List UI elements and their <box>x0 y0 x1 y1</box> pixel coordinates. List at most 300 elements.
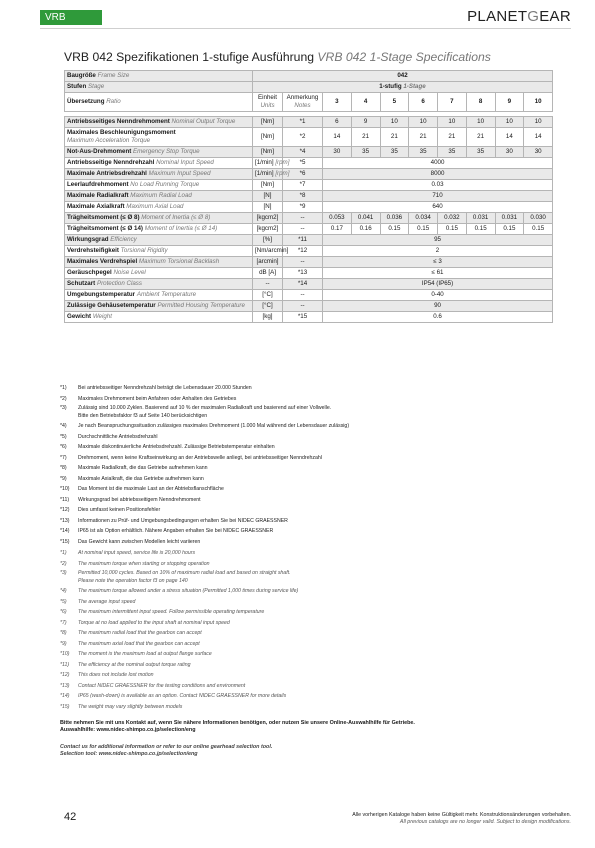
row-unit: [Nm] <box>253 128 283 147</box>
row-unit: [Nm/arcmin] <box>253 246 283 257</box>
table-row <box>65 128 553 147</box>
footnote-de-item <box>60 463 560 474</box>
footnote-de-number: *3) <box>60 405 67 411</box>
row-label-en: Emergency Stop Torque <box>133 148 200 155</box>
table-row <box>65 147 553 158</box>
row-note: *15 <box>283 312 323 323</box>
row-label <box>65 224 253 235</box>
specification-table <box>64 70 553 323</box>
row-value: 9 <box>351 117 380 128</box>
footnote-de-number: *5) <box>60 433 67 440</box>
brand-logo <box>467 8 571 25</box>
row-value: 21 <box>466 128 495 147</box>
row-value: 710 <box>323 191 553 202</box>
ratio-value: 10 <box>524 93 553 112</box>
row-value: 30 <box>323 147 352 158</box>
row-unit: [kg] <box>253 312 283 323</box>
footnote-de-item <box>60 404 560 421</box>
ratio-label-de: Übersetzung <box>67 98 105 105</box>
ratio-value: 8 <box>466 93 495 112</box>
row-label <box>65 312 253 323</box>
unit-header-de: Einheit <box>258 94 277 101</box>
row-value: 35 <box>351 147 380 158</box>
table-row <box>65 202 553 213</box>
row-unit: [Nm] <box>253 147 283 158</box>
row-value: 21 <box>409 128 438 147</box>
row-label-en: Noise Level <box>113 269 146 276</box>
footnote-en-item <box>60 691 560 702</box>
row-label-de: Trägheitsmoment (≤ Ø 14) <box>67 225 143 232</box>
ratio-value: 5 <box>380 93 409 112</box>
row-note: -- <box>283 213 323 224</box>
contact-de <box>60 720 415 734</box>
row-label <box>65 202 253 213</box>
row-label-de: Gewicht <box>67 313 92 320</box>
footnote-de-text: Dies umfasst keinen Positionsfehler <box>78 507 161 513</box>
row-label <box>65 180 253 191</box>
unit-header <box>253 93 283 112</box>
title-en: VRB 042 1-Stage Specifications <box>317 50 491 64</box>
contact-de-line1: Bitte nehmen Sie mit uns Kontakt auf, wenn Sie nähere Informationen benötigen, oder nutzen Sie unsere Online-Auswahlhilfe für Getriebe. <box>60 720 415 726</box>
footnote-en-text: The maximum axial load that the gearbox can accept <box>78 640 200 647</box>
footnote-en-text: IP65 (wash-down) is available as an option. Contact NIDEC GRAESSNER for more details <box>78 693 287 699</box>
notes-header <box>283 93 323 112</box>
stage-value-en: 1-Stage <box>403 83 426 90</box>
table-row-stage <box>65 82 553 93</box>
row-label-en: No Load Running Torque <box>130 181 200 188</box>
footnote-en-number: *6) <box>60 609 67 615</box>
row-value: 30 <box>495 147 524 158</box>
row-value: 0.032 <box>438 213 467 224</box>
footnote-en-text: The efficiency at the nominal output torque rating <box>78 661 191 668</box>
footnote-de-text: Bei antriebsseitiger Nenndrehzahl beträgt die Lebensdauer 20.000 Stunden <box>78 385 252 391</box>
footnote-de-item <box>60 394 560 405</box>
brand-part-c: EAR <box>539 8 571 25</box>
contact-en-line1: Contact us for additional information or refer to our online gearhead selection tool. <box>60 744 273 750</box>
footnotes-de <box>60 383 560 547</box>
footnote-de-text: Das Moment ist die maximale Last an der Abtriebsflanschfläche <box>78 486 224 492</box>
row-label-en: Ambient Temperature <box>136 291 197 298</box>
footnote-en-item <box>60 639 560 650</box>
row-label <box>65 213 253 224</box>
row-label <box>65 158 253 169</box>
row-value: 14 <box>495 128 524 147</box>
row-label <box>65 257 253 268</box>
row-label <box>65 301 253 312</box>
footnote-de-item <box>60 453 560 464</box>
row-label-de: Not-Aus-Drehmoment <box>67 148 132 155</box>
footnote-en-text: The average input speed <box>78 598 136 605</box>
footnote-en-text: This does not include lost motion <box>78 672 154 678</box>
row-value: 0.15 <box>466 224 495 235</box>
row-label <box>65 279 253 290</box>
title-de: VRB 042 Spezifikationen 1-stufige Ausführung <box>64 50 315 64</box>
row-value: 640 <box>323 202 553 213</box>
row-value: 6 <box>323 117 352 128</box>
footnote-en-number: *7) <box>60 619 67 626</box>
row-value: 10 <box>466 117 495 128</box>
row-unit: [arcmin] <box>253 257 283 268</box>
footnote-en-number: *14) <box>60 693 70 699</box>
frame-size-label <box>65 71 253 82</box>
footnote-de-text: Maximale diskontinuierliche Antriebsdrehzahl. Zulässige Betriebstemperatur einhalten <box>78 444 275 450</box>
footnote-en-number: *3) <box>60 570 67 576</box>
row-value: 0.036 <box>380 213 409 224</box>
row-value: ≤ 3 <box>323 257 553 268</box>
row-label <box>65 117 253 128</box>
footnote-de-text-cont: Bitte den Betriebsfaktor f3 auf Seite 140 berücksichtigen <box>78 413 208 419</box>
brand-part-a: PLANET <box>467 8 528 25</box>
row-label-de: Antriebsseitiges Nenndrehmoment <box>67 118 170 125</box>
disclaimer-de: Alle vorherigen Kataloge haben keine Gültigkeit mehr. Konstruktionsänderungen vorbehalten. <box>352 812 571 818</box>
table-row <box>65 158 553 169</box>
row-note: *14 <box>283 279 323 290</box>
table-row <box>65 312 553 323</box>
footnote-de-item <box>60 383 560 394</box>
footnote-en-number: *1) <box>60 550 67 556</box>
table-row <box>65 235 553 246</box>
footnote-en-number: *11) <box>60 661 70 668</box>
row-note: -- <box>283 290 323 301</box>
footnote-de-text: Drehmoment, wenn keine Kraftseinwirkung an der Antriebswelle anliegt, bei antriebsseitiger Nenndrehzahl <box>78 454 322 461</box>
row-note: *4 <box>283 147 323 158</box>
row-unit: [Nm] <box>253 117 283 128</box>
row-label-en: Maximum Acceleration Torque <box>67 137 151 144</box>
row-note: *7 <box>283 180 323 191</box>
row-value: 0.15 <box>495 224 524 235</box>
footnote-en-number: *5) <box>60 598 67 605</box>
ratio-value: 9 <box>495 93 524 112</box>
row-label <box>65 128 253 147</box>
footnote-de-text: Durchschnittliche Antriebsdrehzahl <box>78 433 158 440</box>
row-value: 0.15 <box>380 224 409 235</box>
row-value: 10 <box>380 117 409 128</box>
table-row-ratio <box>65 93 553 112</box>
stage-label <box>65 82 253 93</box>
footnote-en-text: Torque at no load applied to the input shaft at nominal input speed <box>78 619 230 626</box>
row-value: 14 <box>323 128 352 147</box>
footnote-de-item <box>60 516 560 527</box>
row-unit: [N] <box>253 202 283 213</box>
footnote-en-item <box>60 649 560 660</box>
ratio-label <box>65 93 253 112</box>
page-title <box>64 50 491 64</box>
footnote-de-item <box>60 505 560 516</box>
row-value: IP54 (IP65) <box>323 279 553 290</box>
ratio-value: 4 <box>351 93 380 112</box>
footnote-en-text: The maximum radial load that the gearbox can accept <box>78 630 202 636</box>
footnote-de-item <box>60 474 560 485</box>
row-unit: [kgcm2] <box>253 224 283 235</box>
footnote-en-text: Permitted 10,000 cycles. Based on 10% of maximum radial load and based on straight shaft. <box>78 570 291 576</box>
stage-value-de: 1-stufig <box>379 83 402 90</box>
row-label-en: Nominal Input Speed <box>156 159 214 166</box>
row-value: 0.6 <box>323 312 553 323</box>
footnote-de-item <box>60 421 560 432</box>
footnote-de-text: Je nach Beanspruchungssituation zulässiges maximales Drehmoment (1.000 Mal während der Lebensdauer zulässig) <box>78 423 350 429</box>
footnote-en-number: *8) <box>60 630 67 636</box>
footnote-de-number: *13) <box>60 517 70 524</box>
footnote-de-text: IP65 ist als Option erhältlich. Nähere Angaben erhalten Sie bei NIDEC GRAESSNER <box>78 528 274 534</box>
stage-value <box>253 82 553 93</box>
footnote-en-number: *12) <box>60 672 70 678</box>
row-unit: [Nm] <box>253 180 283 191</box>
disclaimer-en: All previous catalogs are no longer valid. Subject to design modifications. <box>399 819 571 825</box>
row-value: 30 <box>524 147 553 158</box>
frame-size-label-en: Frame Size <box>97 72 130 79</box>
row-unit-en: [rpm] <box>275 170 290 177</box>
row-label <box>65 246 253 257</box>
footnote-en-number: *13) <box>60 682 70 689</box>
footnotes-en <box>60 548 560 712</box>
row-label-de: Leerlaufdrehmoment <box>67 181 129 188</box>
footnote-de-text: Informationen zu Prüf- und Umgebungsbedingungen erhalten Sie bei NIDEC GRAESSNER <box>78 517 288 524</box>
ratio-value: 3 <box>323 93 352 112</box>
row-value: 0.034 <box>409 213 438 224</box>
stage-label-de: Stufen <box>67 83 87 90</box>
row-label <box>65 268 253 279</box>
row-note: *1 <box>283 117 323 128</box>
footnote-de-number: *2) <box>60 395 67 402</box>
footnote-de-number: *14) <box>60 528 70 534</box>
footnote-de-text: Maximale Axialkraft, die das Getriebe aufnehmen kann <box>78 475 204 482</box>
footnote-de-text: Maximales Drehmoment beim Anfahren oder Anhalten des Getriebes <box>78 395 237 402</box>
contact-en-line2: Selection tool: www.nidec-shimpo.co.jp/selection/eng <box>60 751 198 758</box>
footnote-de-number: *6) <box>60 444 67 450</box>
row-note: -- <box>283 224 323 235</box>
footnote-en-item <box>60 618 560 629</box>
footnote-en-item <box>60 702 560 713</box>
row-value: 0.15 <box>409 224 438 235</box>
row-value: 0.053 <box>323 213 352 224</box>
table-row <box>65 301 553 312</box>
row-label-en: Weight <box>92 313 112 320</box>
table-row <box>65 191 553 202</box>
footnote-en-number: *10) <box>60 651 70 657</box>
row-label-de: Schutzart <box>67 280 96 287</box>
row-value: 0.16 <box>351 224 380 235</box>
table-row <box>65 213 553 224</box>
row-value: 14 <box>524 128 553 147</box>
row-value: ≤ 61 <box>323 268 553 279</box>
footnote-en-number: *2) <box>60 560 67 567</box>
table-row <box>65 169 553 180</box>
footnote-en-text: The maximum intermittent input speed. Follow permissible operating temperature <box>78 609 265 615</box>
footnote-de-item <box>60 432 560 443</box>
row-value: 35 <box>466 147 495 158</box>
brand-part-b: G <box>527 8 540 25</box>
table-row <box>65 246 553 257</box>
footnote-en-text: At nominal input speed, service life is 20,000 hours <box>78 550 196 556</box>
row-label-de: Umgebungstemperatur <box>67 291 136 298</box>
row-value: 10 <box>409 117 438 128</box>
row-value: 0.15 <box>524 224 553 235</box>
footnote-en-text: The weight may vary slightly between models <box>78 703 183 710</box>
footnote-de-item <box>60 442 560 453</box>
row-value: 0.17 <box>323 224 352 235</box>
row-label-en: Nominal Output Torque <box>171 118 236 125</box>
footnote-de-number: *15) <box>60 538 70 545</box>
row-value: 0.031 <box>466 213 495 224</box>
row-value: 0.15 <box>438 224 467 235</box>
table-row <box>65 279 553 290</box>
row-label <box>65 169 253 180</box>
disclaimer <box>352 812 571 826</box>
row-label-de: Geräuschpegel <box>67 269 112 276</box>
row-value: 21 <box>351 128 380 147</box>
row-note: *8 <box>283 191 323 202</box>
row-unit: [1/min] [rpm] <box>253 169 283 180</box>
footnote-de-item <box>60 484 560 495</box>
row-value: 35 <box>409 147 438 158</box>
row-label-de: Maximales Verdrehspiel <box>67 258 138 265</box>
row-unit: [%] <box>253 235 283 246</box>
frame-size-value: 042 <box>253 71 553 82</box>
row-label-de: Antriebsseitige Nenndrehzahl <box>67 159 155 166</box>
footnote-en-item <box>60 559 560 570</box>
row-value: 0.030 <box>524 213 553 224</box>
footnote-de-number: *10) <box>60 486 70 492</box>
row-unit: [°C] <box>253 290 283 301</box>
row-note: *6 <box>283 169 323 180</box>
row-label-en: Maximum Radial Load <box>130 192 192 199</box>
row-note: -- <box>283 257 323 268</box>
table-row <box>65 257 553 268</box>
table-row <box>65 180 553 191</box>
row-unit: [N] <box>253 191 283 202</box>
row-label-en: Protection Class <box>96 280 142 287</box>
page-number: 42 <box>64 811 77 823</box>
row-label-de: Maximale Radialkraft <box>67 192 129 199</box>
footnote-de-number: *1) <box>60 385 67 391</box>
row-note: *13 <box>283 268 323 279</box>
footnote-de-number: *11) <box>60 496 70 503</box>
row-value: 21 <box>380 128 409 147</box>
row-value: 8000 <box>323 169 553 180</box>
row-label-de: Zulässige Gehäusetemperatur <box>67 302 156 309</box>
footnote-en-item <box>60 597 560 608</box>
footnote-en-item <box>60 569 560 586</box>
contact-en <box>60 744 272 758</box>
row-value: 4000 <box>323 158 553 169</box>
notes-header-de: Anmerkung <box>286 94 319 101</box>
row-label-en: Maximum Input Speed <box>148 170 211 177</box>
table-row <box>65 224 553 235</box>
row-unit: -- <box>253 279 283 290</box>
footnote-en-text: The moment is the maximum load at output flange surface <box>78 651 212 657</box>
row-label-en: Efficiency <box>110 236 137 243</box>
row-value: 95 <box>323 235 553 246</box>
row-note: *11 <box>283 235 323 246</box>
row-label-de: Maximale Axialkraft <box>67 203 125 210</box>
stage-label-en: Stage <box>87 83 105 90</box>
table-row <box>65 290 553 301</box>
row-note: *5 <box>283 158 323 169</box>
ratio-value: 7 <box>438 93 467 112</box>
row-label-de: Verdrehsteifigkeit <box>67 247 119 254</box>
row-note: -- <box>283 301 323 312</box>
notes-header-en: Notes <box>294 102 311 109</box>
row-label <box>65 290 253 301</box>
row-label-de: Trägheitsmoment (≤ Ø 8) <box>67 214 140 221</box>
footnote-de-item <box>60 495 560 506</box>
row-unit: [1/min] [rpm] <box>253 158 283 169</box>
series-tag: VRB <box>40 10 102 25</box>
footnote-en-item <box>60 660 560 671</box>
row-label <box>65 235 253 246</box>
footnote-de-text: Wirkungsgrad bei abtriebsseitigem Nenndrehmoment <box>78 496 201 503</box>
footnote-en-text: The maximum torque when starting or stopping operation <box>78 560 210 567</box>
contact-de-line2: Auswahlhilfe: www.nidec-shimpo.co.jp/selection/eng <box>60 727 196 734</box>
row-unit: [°C] <box>253 301 283 312</box>
footnote-de-number: *9) <box>60 475 67 482</box>
row-value: 0-40 <box>323 290 553 301</box>
row-unit-en: [rpm] <box>275 159 290 166</box>
table-row <box>65 268 553 279</box>
row-value: 0.031 <box>495 213 524 224</box>
footnote-de-number: *8) <box>60 465 67 471</box>
row-label <box>65 147 253 158</box>
table-row <box>65 117 553 128</box>
footnote-en-text: Contact NIDEC GRAESSNER for the testing conditions and environment <box>78 682 246 689</box>
footnote-en-text-cont: Please note the operation factor f3 on page 140 <box>78 578 188 584</box>
row-value: 2 <box>323 246 553 257</box>
ratio-value: 6 <box>409 93 438 112</box>
ratio-label-en: Ratio <box>106 98 121 105</box>
unit-header-en: Units <box>260 102 275 109</box>
footnote-de-number: *4) <box>60 423 67 429</box>
row-value: 0.03 <box>323 180 553 191</box>
footnote-en-number: *9) <box>60 640 67 647</box>
footnote-de-number: *7) <box>60 454 67 461</box>
footnote-en-number: *15) <box>60 703 70 710</box>
footnote-de-item <box>60 537 560 548</box>
row-unit: dB [A] <box>253 268 283 279</box>
header-divider <box>40 28 571 29</box>
row-label-de: Wirkungsgrad <box>67 236 109 243</box>
footnote-de-text: Das Gewicht kann zwischen Modellen leicht variieren <box>78 538 201 545</box>
footnote-en-item <box>60 607 560 618</box>
row-label-de: Maximales Beschleunigungsmoment <box>67 129 176 136</box>
row-label-en: Moment of Inertia (≤ Ø 14) <box>144 225 218 232</box>
row-value: 10 <box>524 117 553 128</box>
row-label-en: Permitted Housing Temperature <box>157 302 245 309</box>
row-note: *9 <box>283 202 323 213</box>
footnote-en-number: *4) <box>60 588 67 594</box>
footnote-en-item <box>60 681 560 692</box>
row-unit: [kgcm2] <box>253 213 283 224</box>
row-label-en: Torsional Rigidity <box>120 247 168 254</box>
footnote-en-text: The maximum torque allowed under a stress situation (Permitted 1,000 times during service life) <box>78 588 299 594</box>
footnote-en-item <box>60 670 560 681</box>
footnote-en-item <box>60 548 560 559</box>
row-note: *12 <box>283 246 323 257</box>
footnote-de-number: *12) <box>60 507 70 513</box>
row-label-en: Moment of Inertia (≤ Ø 8) <box>141 214 211 221</box>
footnote-en-item <box>60 628 560 639</box>
table-row-frame-size <box>65 71 553 82</box>
frame-size-label-de: Baugröße <box>67 72 96 79</box>
row-value: 21 <box>438 128 467 147</box>
row-value: 35 <box>438 147 467 158</box>
row-label-en: Maximum Torsional Backlash <box>138 258 220 265</box>
footnote-de-text: Maximale Radialkraft, die das Getriebe aufnehmen kann <box>78 465 208 471</box>
footnote-de-text: Zulässig sind 10.000 Zyklen. Basierend auf 10 % der maximalen Radialkraft und basierend auf einer Vollwelle. <box>78 405 332 411</box>
row-value: 10 <box>495 117 524 128</box>
row-label-de: Maximale Antriebsdrehzahl <box>67 170 147 177</box>
row-label <box>65 191 253 202</box>
row-value: 35 <box>380 147 409 158</box>
